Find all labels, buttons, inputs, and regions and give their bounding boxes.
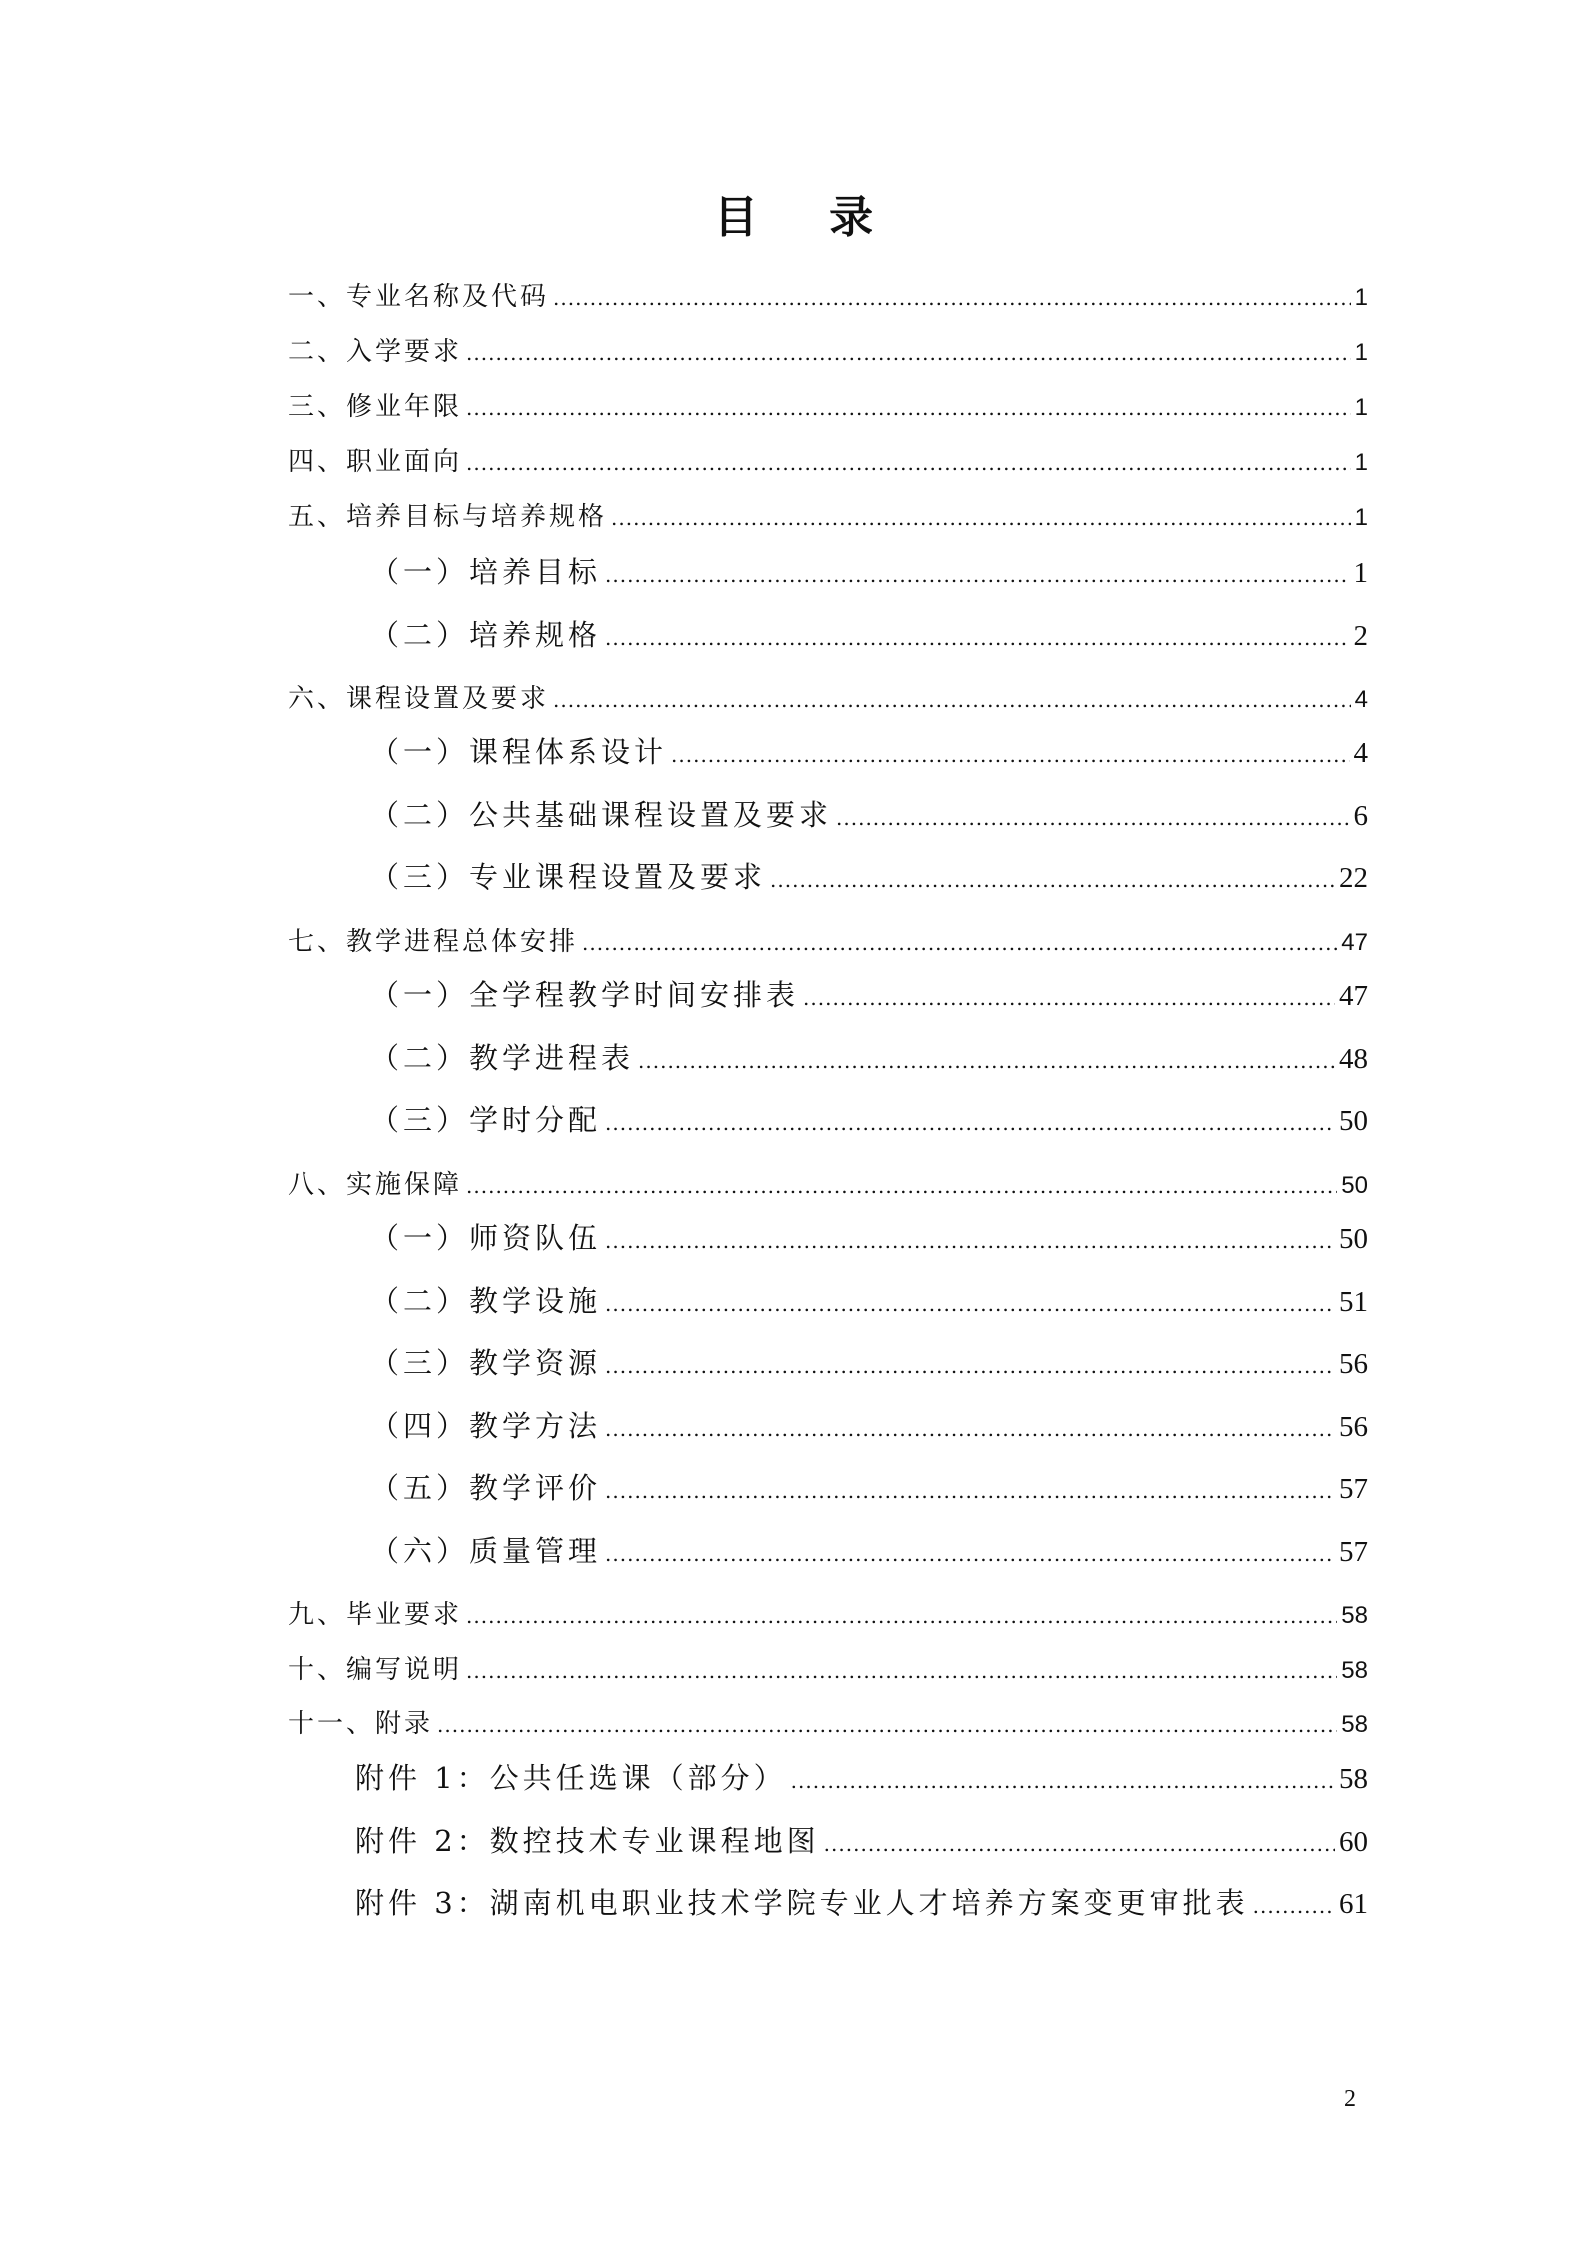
toc-entry[interactable] — [355, 1819, 1368, 1860]
toc-entry-label: 十、编写说明 — [288, 1655, 463, 1685]
toc-entry-page: 4 — [1353, 737, 1368, 769]
toc-entry-label: 十一、附录 — [288, 1709, 434, 1739]
toc-entry-label: （五）教学评价 — [370, 1471, 602, 1505]
toc-entry-label: （二）培养规格 — [370, 618, 602, 652]
toc-entry-page: 57 — [1339, 1536, 1368, 1568]
toc-leader-dots — [553, 286, 1351, 310]
toc-leader-dots — [466, 1604, 1337, 1628]
toc-entry[interactable] — [288, 441, 1368, 478]
toc-entry[interactable] — [370, 1466, 1368, 1507]
toc-entry[interactable] — [370, 1404, 1368, 1445]
toc-entry-page: 57 — [1339, 1473, 1368, 1505]
toc-entry[interactable] — [288, 1594, 1368, 1631]
toc-leader-dots — [466, 1659, 1337, 1683]
toc-entry-label: （三）学时分配 — [370, 1103, 602, 1137]
toc-entry-page: 1 — [1354, 394, 1368, 421]
toc-entry-page: 51 — [1339, 1286, 1368, 1318]
toc-entry-page: 47 — [1341, 929, 1368, 956]
toc-entry-label: （一）全学程教学时间安排表 — [370, 978, 800, 1012]
toc-entry-label: （一）师资队伍 — [370, 1221, 602, 1255]
toc-entry-label: （三）专业课程设置及要求 — [370, 860, 767, 894]
toc-entry-page: 58 — [1341, 1711, 1368, 1738]
toc-entry-label: （六）质量管理 — [370, 1534, 602, 1568]
toc-leader-dots — [466, 396, 1351, 420]
toc-entry[interactable] — [355, 1756, 1368, 1797]
toc-entry[interactable] — [288, 1703, 1368, 1740]
toc-entry-label: 一、专业名称及代码 — [288, 282, 550, 312]
toc-entry-label: 附件 2：数控技术专业课程地图 — [355, 1824, 820, 1858]
toc-leader-dots — [605, 1479, 1335, 1503]
toc-entry-page: 6 — [1353, 800, 1368, 832]
toc-entry[interactable] — [370, 1341, 1368, 1382]
toc-entry-page: 48 — [1339, 1043, 1368, 1075]
toc-leader-dots — [437, 1713, 1337, 1737]
toc-entry[interactable] — [288, 496, 1368, 533]
toc-entry[interactable] — [355, 1881, 1368, 1922]
toc-entry-label: （二）教学进程表 — [370, 1041, 635, 1075]
toc-leader-dots — [553, 688, 1351, 712]
toc-entry[interactable] — [288, 331, 1368, 368]
toc-entry-page: 56 — [1339, 1411, 1368, 1443]
toc-entry-label: （二）公共基础课程设置及要求 — [370, 798, 833, 832]
toc-leader-dots — [803, 986, 1335, 1010]
toc-entry-label: 四、职业面向 — [288, 447, 463, 477]
toc-entry-page: 1 — [1354, 284, 1368, 311]
toc-entry[interactable] — [288, 1164, 1368, 1201]
toc-entry[interactable] — [288, 678, 1368, 715]
page-number: 2 — [1344, 2086, 1356, 2112]
toc-title: 目 录 — [713, 192, 902, 243]
toc-leader-dots — [466, 341, 1351, 365]
toc-leader-dots — [770, 868, 1335, 892]
toc-leader-dots — [582, 931, 1337, 955]
toc-entry[interactable] — [288, 276, 1368, 313]
toc-leader-dots — [466, 1174, 1337, 1198]
toc-entry-page: 50 — [1341, 1172, 1368, 1199]
toc-entry-label: 附件 1：公共任选课（部分） — [355, 1761, 787, 1795]
toc-leader-dots — [605, 563, 1349, 587]
toc-leader-dots — [638, 1049, 1335, 1073]
toc-entry-page: 22 — [1339, 862, 1368, 894]
toc-entry-page: 60 — [1339, 1826, 1368, 1858]
toc-entry-page: 1 — [1354, 449, 1368, 476]
toc-entry-page: 1 — [1354, 339, 1368, 366]
toc-entry[interactable] — [370, 1036, 1368, 1077]
toc-entry-label: 九、毕业要求 — [288, 1600, 463, 1630]
toc-leader-dots — [791, 1769, 1335, 1793]
toc-entry[interactable] — [288, 1649, 1368, 1686]
toc-entry-label: 三、修业年限 — [288, 392, 463, 422]
toc-entry[interactable] — [370, 973, 1368, 1014]
toc-entry[interactable] — [370, 613, 1368, 654]
toc-leader-dots — [605, 1417, 1335, 1441]
toc-entry[interactable] — [370, 1216, 1368, 1257]
toc-entry[interactable] — [370, 855, 1368, 896]
toc-entry-page: 1 — [1354, 504, 1368, 531]
toc-leader-dots — [605, 1229, 1335, 1253]
toc-entry-label: 八、实施保障 — [288, 1170, 463, 1200]
toc-leader-dots — [671, 743, 1349, 767]
toc-leader-dots — [824, 1832, 1335, 1856]
toc-entry-page: 56 — [1339, 1348, 1368, 1380]
toc-entry-label: 附件 3：湖南机电职业技术学院专业人才培养方案变更审批表 — [355, 1886, 1249, 1920]
toc-leader-dots — [836, 806, 1349, 830]
toc-entry-label: （一）培养目标 — [370, 555, 602, 589]
toc-leader-dots — [1253, 1894, 1335, 1918]
toc-entry-label: 七、教学进程总体安排 — [288, 927, 579, 957]
toc-entry[interactable] — [370, 1098, 1368, 1139]
toc-entry-page: 4 — [1354, 686, 1368, 713]
toc-entry-page: 50 — [1339, 1223, 1368, 1255]
toc-entry[interactable] — [370, 730, 1368, 771]
toc-entry-label: 五、培养目标与培养规格 — [288, 502, 608, 532]
toc-entry[interactable] — [288, 386, 1368, 423]
toc-leader-dots — [605, 1292, 1335, 1316]
toc-entry-label: 六、课程设置及要求 — [288, 684, 550, 714]
toc-entry[interactable] — [288, 921, 1368, 958]
toc-entry-page: 50 — [1339, 1105, 1368, 1137]
toc-entry-page: 58 — [1341, 1602, 1368, 1629]
toc-entry-page: 1 — [1353, 557, 1368, 589]
toc-entry-label: （四）教学方法 — [370, 1409, 602, 1443]
toc-leader-dots — [605, 626, 1349, 650]
toc-entry-page: 47 — [1339, 980, 1368, 1012]
toc-leader-dots — [466, 451, 1351, 475]
toc-entry[interactable] — [370, 550, 1368, 591]
toc-entry[interactable] — [370, 1529, 1368, 1570]
toc-entry-label: （一）课程体系设计 — [370, 735, 668, 769]
toc-entry-page: 2 — [1353, 620, 1368, 652]
toc-leader-dots — [605, 1111, 1335, 1135]
toc-entry[interactable] — [370, 793, 1368, 834]
toc-entry-page: 58 — [1339, 1763, 1368, 1795]
toc-entry-label: （三）教学资源 — [370, 1346, 602, 1380]
toc-leader-dots — [605, 1354, 1335, 1378]
toc-entry[interactable] — [370, 1279, 1368, 1320]
toc-entry-label: （二）教学设施 — [370, 1284, 602, 1318]
toc-leader-dots — [605, 1542, 1335, 1566]
toc-entry-page: 58 — [1341, 1657, 1368, 1684]
toc-entry-page: 61 — [1339, 1888, 1368, 1920]
toc-leader-dots — [611, 506, 1351, 530]
toc-entry-label: 二、入学要求 — [288, 337, 463, 367]
